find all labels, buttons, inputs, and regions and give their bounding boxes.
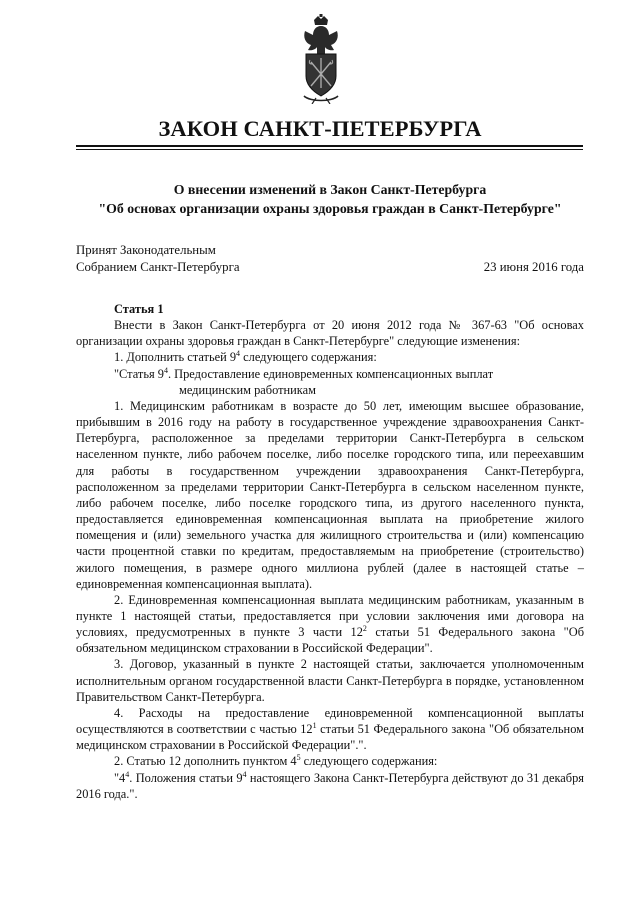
new-article-heading-cont: медицинским работникам (179, 382, 316, 397)
item-1-text-end: следующего содержания: (240, 350, 377, 365)
quoted-item-sup-2: 4 (242, 769, 247, 779)
item-2 (76, 753, 584, 769)
item-2-text: 2. Статью 12 дополнить пунктом 4 (114, 754, 297, 769)
paragraph-3: 3. Договор, указанный в пункте 2 настоящей статьи, заключается уполномоченным исполнительным органом государственной власти Санкт-Петербурга в порядке, установленном Правительством Санкт-Петербурга. (76, 657, 584, 704)
law-title: ЗАКОН САНКТ-ПЕТЕРБУРГА (158, 116, 482, 141)
item-1-text: 1. Дополнить статьей 9 (114, 350, 237, 365)
paragraph-4-text-end: статьи 51 Федерального закона "Об обязательном медицинском страховании в Российской Федерации".". (76, 722, 584, 753)
law-body (76, 301, 584, 802)
new-article-sup: 4 (163, 365, 168, 375)
title-rule-thick (76, 145, 583, 147)
paragraph-2-text-end: статьи 51 Федерального закона "Об обязательном медицинском страховании в Российской Федерации". (76, 625, 584, 656)
paragraph-1: 1. Медицинским работникам в возрасте до 50 лет, имеющим высшее образование, прибывшим в 2016 году на работу в государственное учреждение здравоохранения Санкт-Петербурга, расположенное за пределами территории Санкт-Петербурга в сельском населенном пункте, либо рабочем поселке, либо поселке городского типа, или переехавшим для работы в государственном учреждении здравоохранения Санкт-Петербурга, расположенном за пределами территории Санкт-Петербурга в сельском населенном пункте, либо рабочем поселке, либо поселке городского типа, из другого населенного пункта, предоставляется единовременная компенсационная выплата на приобретение жилого помещения и (или) земельного участка для жилищного строительства и (или) компенсацию части процентной ставки по кредитам, предоставляемым на приобретение (строительство) жилого помещения, в размере одного миллиона рублей (далее в настоящей статье – единовременная компенсационная выплата). (76, 398, 584, 591)
quoted-item-sup-1: 4 (125, 769, 130, 779)
title-rule-thin (76, 149, 583, 150)
coat-of-arms-icon (296, 14, 346, 104)
subject-line-2: "Об основах организации охраны здоровья граждан в Санкт-Петербурге" (98, 201, 562, 216)
quoted-item-number: "4 (114, 770, 126, 785)
paragraph-2 (76, 592, 584, 657)
article-intro: Внести в Закон Санкт-Петербурга от 20 июня 2012 года № 367-63 "Об основах организации охраны здоровья граждан в Санкт-Петербурге" следующие изменения: (76, 318, 584, 349)
quoted-item-text: . Положения статьи 9 (129, 770, 243, 785)
item-1-sup: 4 (236, 349, 241, 359)
paragraph-4-sup: 1 (312, 720, 317, 730)
item-2-sup: 5 (296, 753, 301, 763)
new-article-heading (76, 366, 584, 382)
adoption-line-1: Принят Законодательным (76, 243, 216, 257)
adoption-note (76, 242, 240, 276)
new-article-heading-title: . Предоставление единовременных компенсационных выплат (167, 366, 494, 381)
paragraph-2-text: 2. Единовременная компенсационная выплата медицинским работникам, указанным в пункте 1 настоящей статьи, предоставляется при условии заключения ими договора на условиях, предусмотренных в пункте 3 части 12 (76, 592, 584, 640)
article-title: Статья 1 (114, 302, 164, 316)
quoted-item-text-end: настоящего Закона Санкт-Петербурга действуют до 31 декабря 2016 года.". (76, 770, 585, 801)
subject-line-1: О внесении изменений в Закон Санкт-Петербурга (173, 182, 487, 197)
adoption-line-2: Собранием Санкт-Петербурга (76, 260, 240, 274)
item-2-text-end: следующего содержания: (300, 754, 438, 769)
law-subject (60, 180, 600, 218)
paragraph-4 (76, 705, 584, 753)
quoted-item (76, 770, 584, 802)
adoption-date: 23 июня 2016 года (483, 260, 584, 274)
paragraph-2-sup: 2 (362, 624, 367, 633)
new-article-heading-text: "Статья 9 (114, 366, 164, 381)
item-1 (76, 349, 584, 365)
paragraph-4-text: 4. Расходы на предоставление единовременной компенсационной выплаты осуществляются в соответствии с частью 12 (76, 705, 584, 737)
